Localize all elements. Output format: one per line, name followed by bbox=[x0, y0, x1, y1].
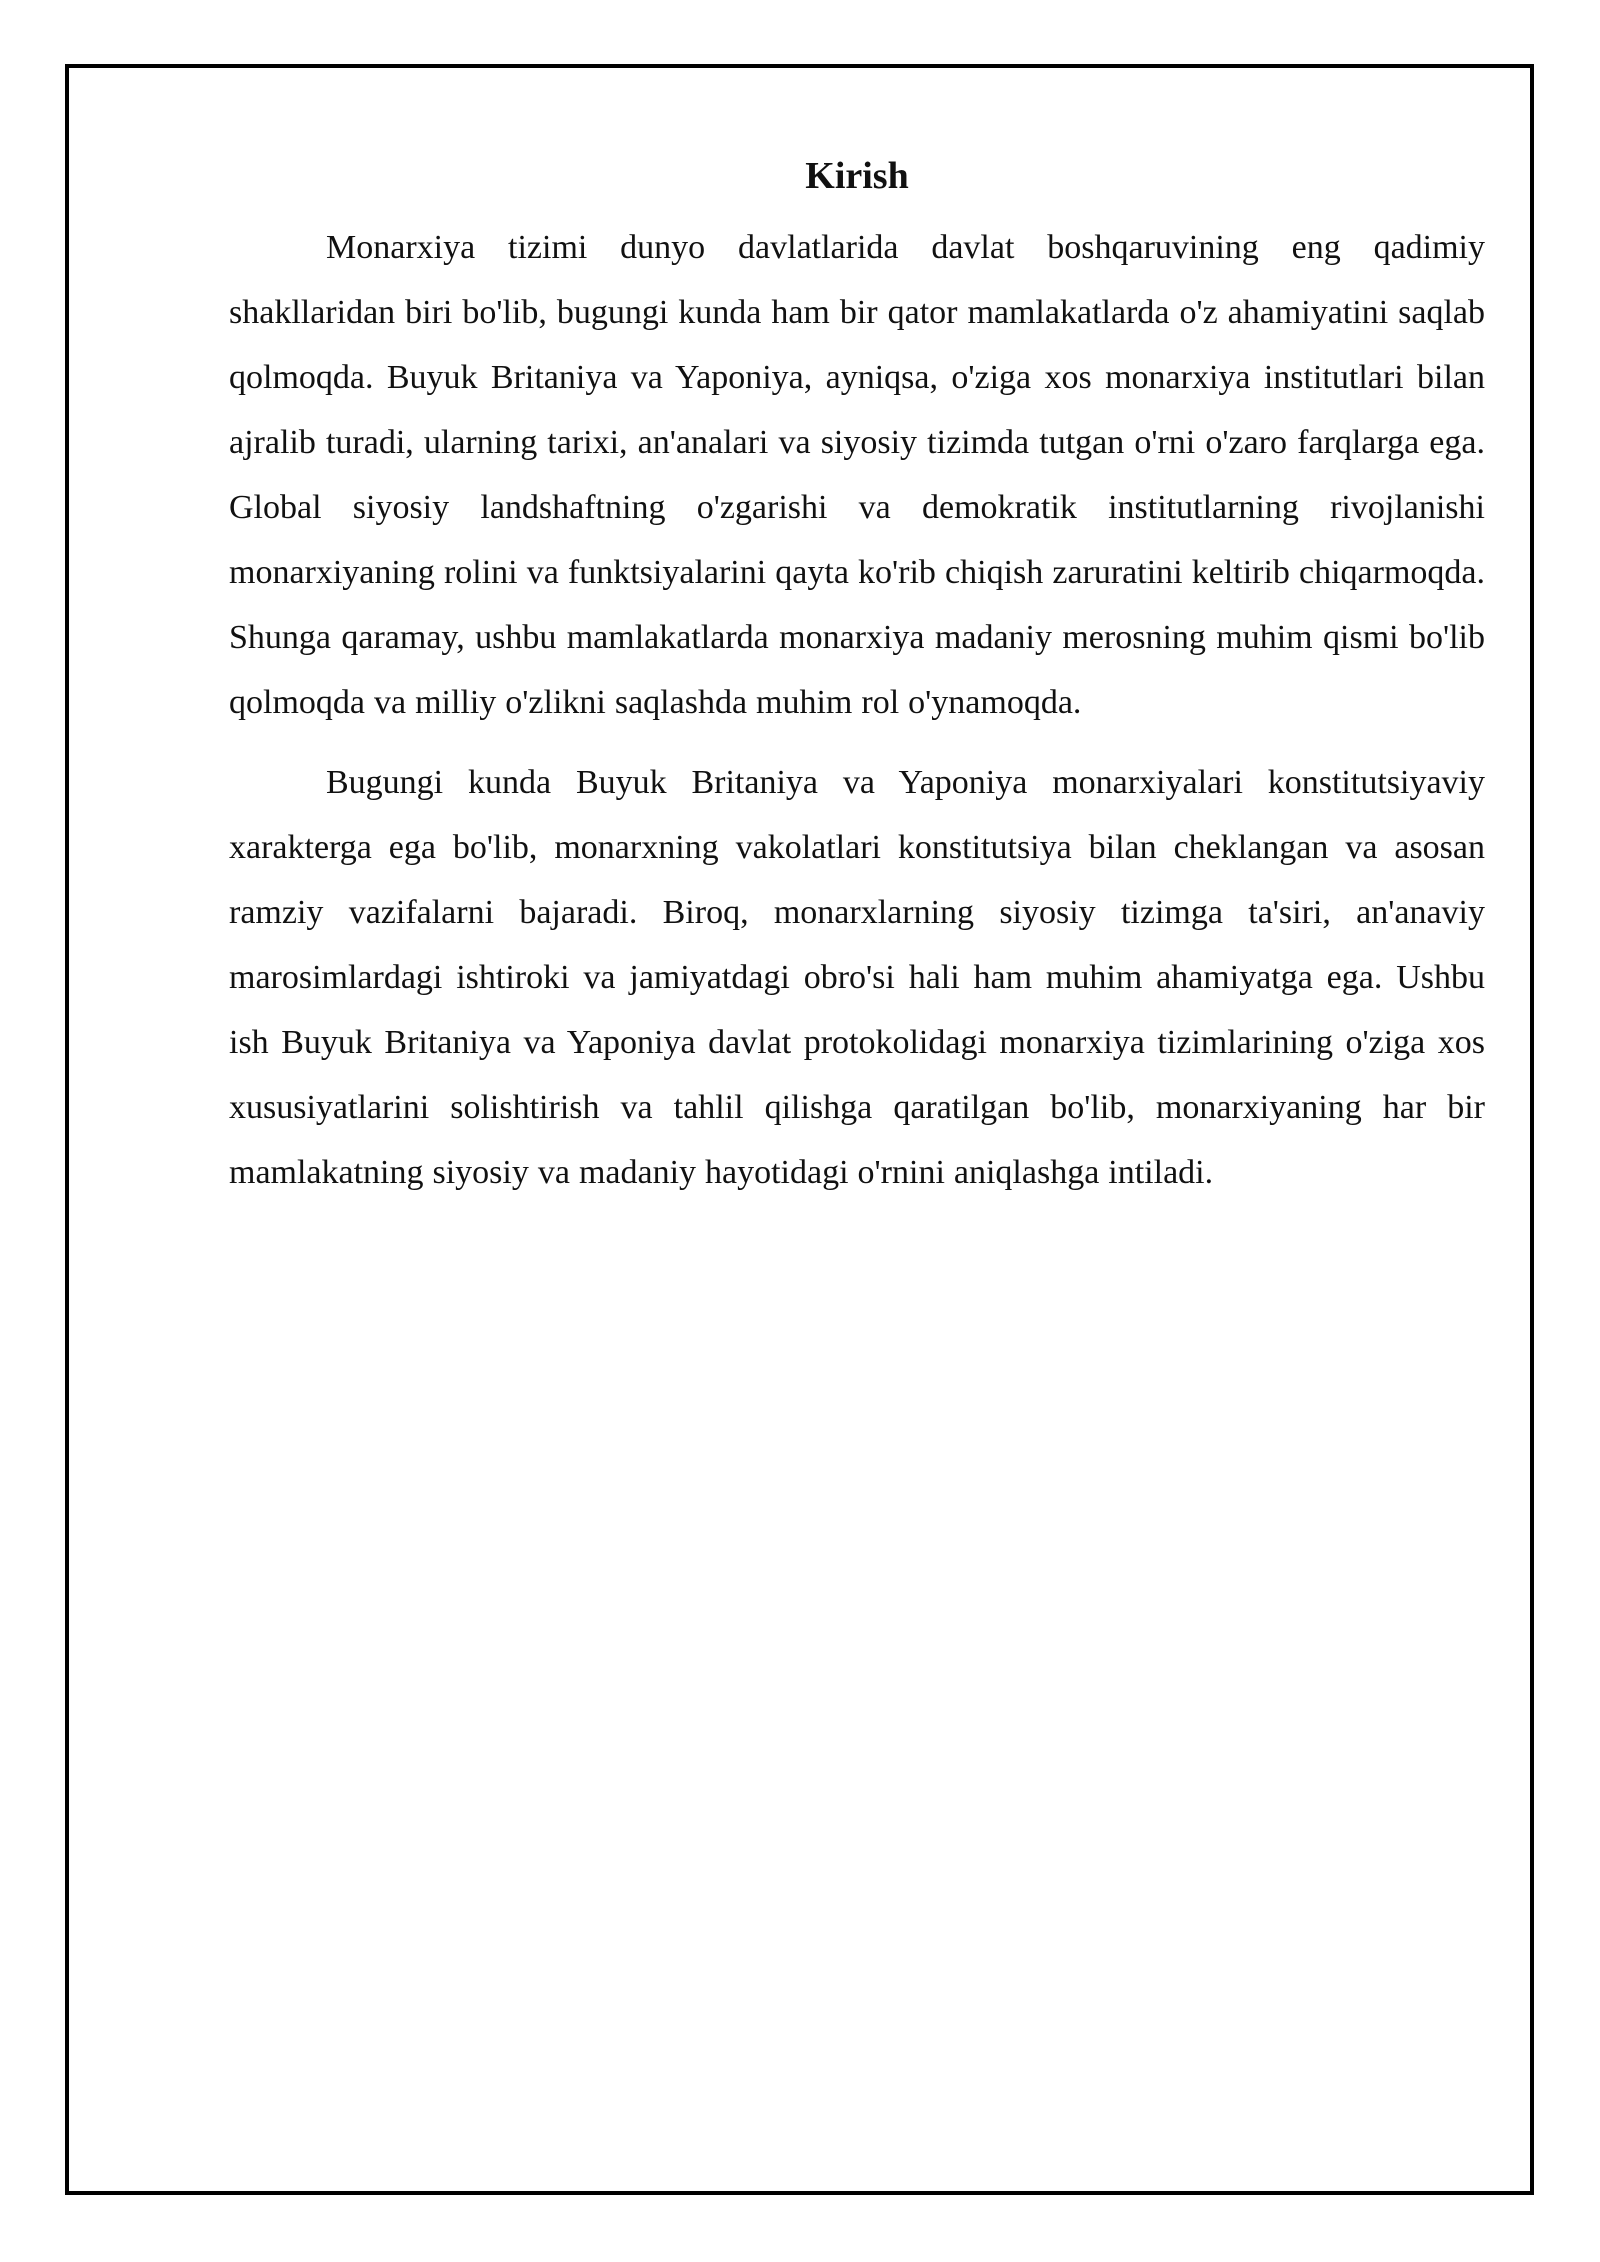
document-title: Kirish bbox=[805, 155, 909, 197]
paragraph-2: Bugungi kunda Buyuk Britaniya va Yaponiya monarxiyalari konstitutsiyaviy xarakterga ega bo'lib, monarxning vakolatlari konstitutsiya bilan cheklangan va asosan ramziy vazifalarni bajaradi. Biroq, monarxlarning siyosiy tizimga ta'siri, an'anaviy marosimlardagi ishtiroki va jamiyatdagi obro'si hali ham muhim ahamiyatga ega. Ushbu ish Buyuk Britaniya va Yaponiya davlat protokolidagi monarxiya tizimlarining o'ziga xos xususiyatlarini solishtirish va tahlil qilishga qaratilgan bo'lib, monarxiyaning har bir mamlakatning siyosiy va madaniy hayotidagi o'rnini aniqlashga intiladi. bbox=[229, 764, 1485, 1191]
document-body bbox=[229, 148, 1485, 1220]
paragraph-1: Monarxiya tizimi dunyo davlatlarida davlat boshqaruvining eng qadimiy shakllaridan biri bo'lib, bugungi kunda ham bir qator mamlakatlarda o'z ahamiyatini saqlab qolmoqda. Buyuk Britaniya va Yaponiya, ayniqsa, o'ziga xos monarxiya institutlari bilan ajralib turadi, ularning tarixi, an'analari va siyosiy tizimda tutgan o'rni o'zaro farqlarga ega. Global siyosiy landshaftning o'zgarishi va demokratik institutlarning rivojlanishi monarxiyaning rolini va funktsiyalarini qayta ko'rib chiqish zaruratini keltirib chiqarmoqda. Shunga qaramay, ushbu mamlakatlarda monarxiya madaniy merosning muhim qismi bo'lib qolmoqda va milliy o'zlikni saqlashda muhim rol o'ynamoqda. bbox=[229, 229, 1485, 721]
